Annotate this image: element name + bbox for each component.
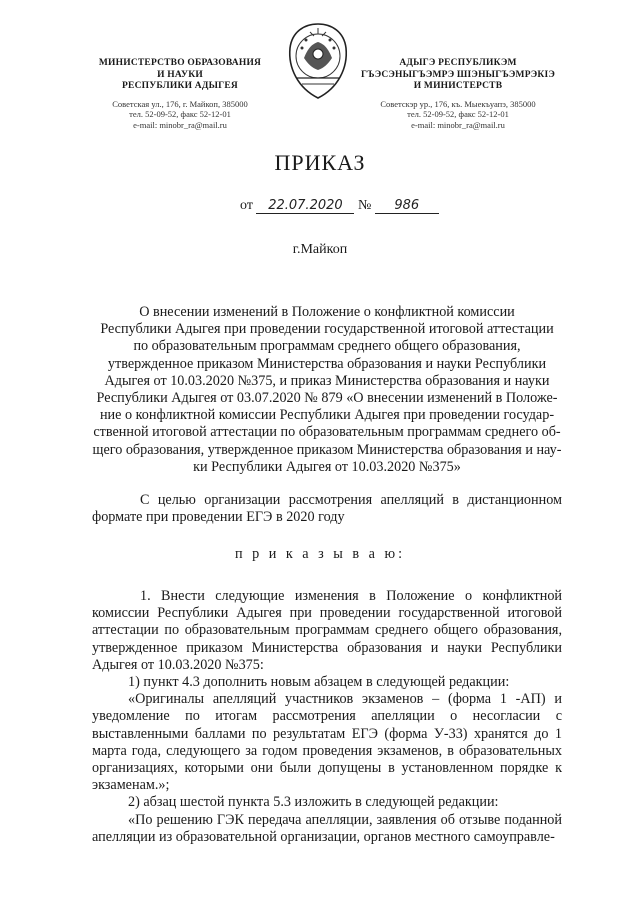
subject-line: щего образования, утвержденное приказом Министерства образования и нау-: [92, 441, 562, 458]
ministry-name-line: И МИНИСТЕРСТВ: [413, 81, 503, 91]
subject-line: О внесении изменений в Положение о конфликтной комиссии: [139, 304, 515, 320]
order-word: п р и к а з ы в а ю:: [234, 546, 406, 562]
ministry-name: [358, 58, 558, 93]
coat-of-arms-icon: [282, 18, 354, 102]
quote-1-paragraph: «Оригиналы апелляций участников экзаменов – (форма 1 -АП) и уведомление по итогам рассмотрения апелляции о несогласии с выставленными баллами по результатам ЕГЭ (форма У-33) хранятся до 1 марта года, следующего за годом проведения экзаменов, в образовательных организациях, которыми они были допущены в установленном порядке к экзаменам.»;: [92, 691, 562, 794]
order-items: [92, 588, 562, 846]
subject-line: ние о конфликтной комиссии Республики Адыгея при проведении государ-: [99, 407, 555, 424]
ministry-contacts: [80, 99, 280, 131]
ministry-name-line: РЕСПУБЛИКИ АДЫГЕЯ: [122, 81, 238, 91]
phone-text: тел. 52-09-52, факс 52-12-01: [129, 109, 231, 119]
number-label: №: [357, 198, 372, 213]
document-title: ПРИКАЗ: [274, 150, 366, 175]
subject-line: Республики Адыгея при проведении государственной итоговой аттестации: [100, 321, 554, 338]
quote-2-paragraph: «По решению ГЭК передача апелляции, заявления об отзыве поданной апелляции из образовательной организации, органов местного самоуправле-: [92, 811, 562, 845]
phone-text: тел. 52-09-52, факс 52-12-01: [407, 109, 509, 119]
subject-line: ки Республики Адыгея от 10.03.2020 №375»: [193, 458, 461, 475]
address-text: Советская ул., 176, г. Майкоп, 385000: [112, 98, 248, 109]
intro-paragraph: С целью организации рассмотрения апелляций в дистанционном формате при проведении ЕГЭ в 2020 году: [92, 492, 562, 526]
email-text: e-mail: minobr_ra@mail.ru: [133, 119, 227, 130]
subitem-1: 1) пункт 4.3 дополнить новым абзацем в следующей редакции:: [128, 674, 510, 691]
ministry-header-russian: [80, 58, 280, 130]
address-text: Советскэр ур., 176, къ. Мыекъуапэ, 385000: [380, 98, 536, 109]
ministry-name: [80, 58, 280, 93]
ministry-name-line: И НАУКИ: [157, 69, 203, 80]
order-number: 986: [375, 198, 439, 214]
item-1-paragraph: 1. Внести следующие изменения в Положение о конфликтной комиссии Республики Адыгея при проведении государственной итоговой аттестации по образовательным программам среднего общего образования, утвержденное приказом Министерства образования и науки Республики Адыгея от 10.03.2020 №375:: [92, 588, 562, 673]
email-text: e-mail: minobr_ra@mail.ru: [411, 119, 505, 130]
ministry-name-line: АДЫГЭ РЕСПУБЛИКЭМ: [399, 58, 517, 68]
city: г.Майкоп: [292, 242, 348, 257]
subject-line: Республики Адыгея от 03.07.2020 № 879 «О внесении изменений в Положе-: [96, 390, 558, 407]
subitem-2: 2) абзац шестой пункта 5.3 изложить в следующей редакции:: [128, 794, 499, 811]
order-subject: [92, 304, 562, 476]
subject-line: утвержденное приказом Министерства образования и науки Республики: [107, 355, 547, 372]
ministry-name-line: МИНИСТЕРСТВО ОБРАЗОВАНИЯ: [98, 58, 262, 68]
from-label: от: [240, 198, 253, 213]
subject-line: Адыгея от 10.03.2020 №375, и приказ Министерства образования и науки: [104, 372, 550, 389]
subject-line: по образовательным программам среднего общего образования,: [133, 338, 521, 355]
ministry-contacts: [358, 99, 558, 131]
order-date: 22.07.2020: [256, 198, 354, 214]
ministry-header-adyghe: [358, 58, 558, 130]
order-date-number: [240, 198, 500, 214]
subject-line: ственной итоговой аттестации по образовательным программам среднего об-: [93, 424, 561, 441]
ministry-name-line: ГЪЭСЭНЫГЪЭМРЭ ШIЭНЫГЪЭМРЭКIЭ: [360, 69, 555, 80]
